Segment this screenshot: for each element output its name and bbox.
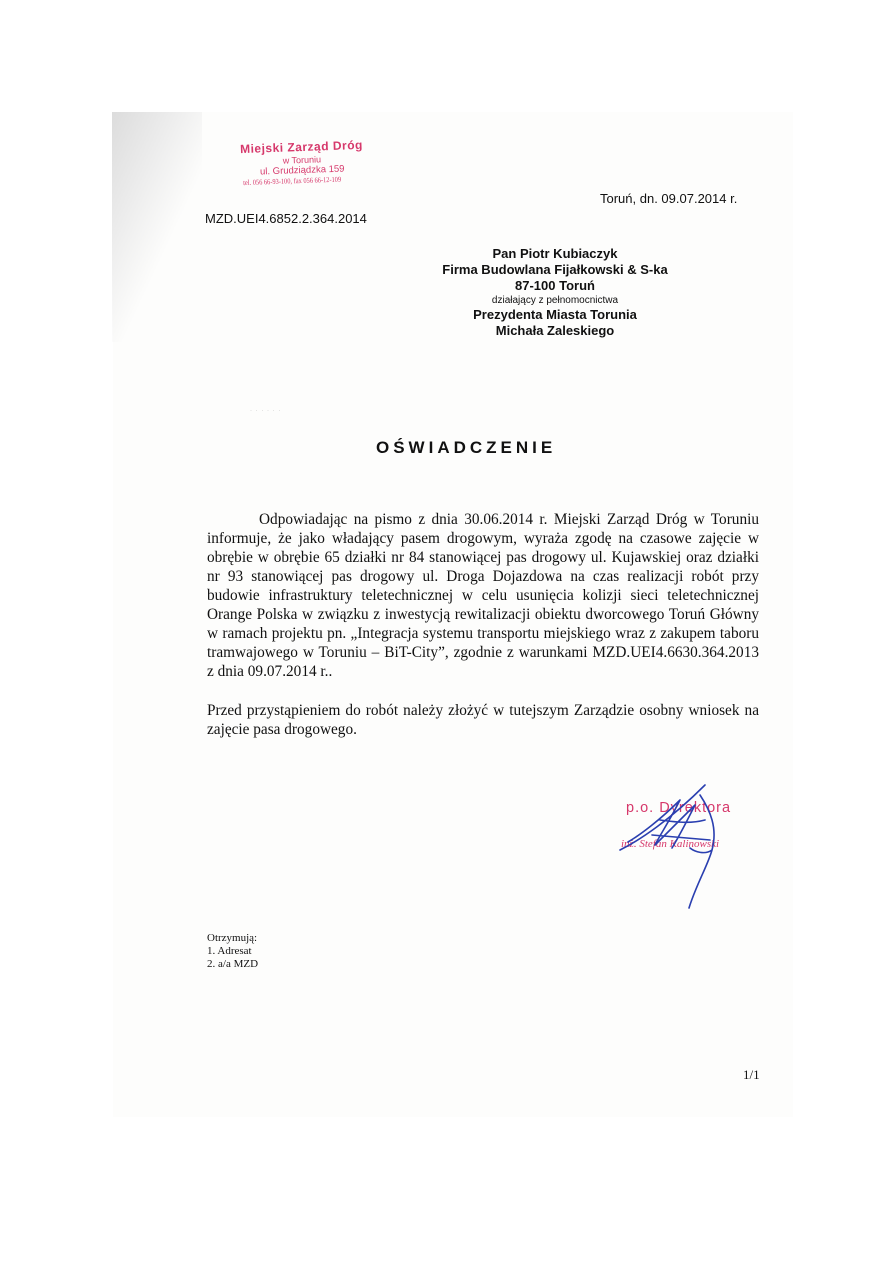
stamp-line-4: tel. 056 66-93-100, fax 056 66-12-109: [243, 174, 342, 188]
addressee-city: 87-100 Toruń: [515, 278, 595, 293]
stamp-line-2: w Toruniu: [282, 154, 322, 166]
addressee-block: [430, 246, 680, 339]
office-stamp: [231, 138, 372, 188]
letter-body: [207, 510, 759, 739]
body-paragraph-2: Przed przystąpieniem do robót należy złożyć w tutejszym Zarządzie osobny wniosek na zajęcie pasa drogowego.: [207, 702, 759, 738]
addressee-authority: Prezydenta Miasta Torunia: [473, 307, 637, 322]
document-title: OŚWIADCZENIE: [376, 438, 557, 457]
addressee-company: Firma Budowlana Fijałkowski & S-ka: [442, 262, 668, 277]
scan-edge-shadow: [112, 112, 202, 342]
recipients-heading: Otrzymują:: [207, 932, 258, 944]
page-number: 1/1: [743, 1067, 760, 1082]
letter-date: Toruń, dn. 09.07.2014 r.: [600, 191, 738, 206]
addressee-name: Pan Piotr Kubiaczyk: [492, 246, 618, 261]
addressee-authority-note: działający z pełnomocnictwa: [491, 295, 619, 306]
body-paragraph-1: Odpowiadając na pismo z dnia 30.06.2014 r. Miejski Zarząd Dróg w Toruniu informuje, że jako władający pasem drogowym, wyraża zgodę na czasowe zajęcie w obrębie w obrębie 65 działki nr 84 stanowiącej pas drogowy ul. Kujawskiej oraz działki nr 93 stanowiącej pas drogowy ul. Droga Dojazdowa na czas realizacji robót przy budowie infrastruktury teletechnicznej w celu usunięcia kolizji sieci teletechnicznej Orange Polska w związku z inwestycją rewitalizacji obiektu dworcowego Toruń Główny w ramach projektu pn. „Integracja systemu transportu miejskiego wraz z zakupem taboru tramwajowego w Toruniu – BiT-City”, zgodnie z warunkami MZD.UEI4.6630.364.2013 z dnia 09.07.2014 r..: [207, 511, 759, 680]
reference-number: MZD.UEI4.6852.2.364.2014: [205, 211, 367, 226]
stamp-line-1: Miejski Zarząd Dróg: [239, 137, 364, 157]
recipient-item: 2. a/a MZD: [207, 958, 259, 970]
faint-scan-mark: · · · · · ·: [250, 408, 282, 414]
recipients-list: [207, 932, 258, 971]
stamp-line-3: ul. Grudziądzka 159: [259, 163, 345, 178]
recipient-item: 1. Adresat: [207, 945, 252, 957]
signatory-role: p.o. Dyrektora: [626, 800, 732, 816]
addressee-authority-name: Michała Zaleskiego: [495, 323, 615, 338]
handwritten-signature: [600, 780, 720, 910]
signatory-name: inż. Stefan Kalinowski: [621, 838, 720, 850]
